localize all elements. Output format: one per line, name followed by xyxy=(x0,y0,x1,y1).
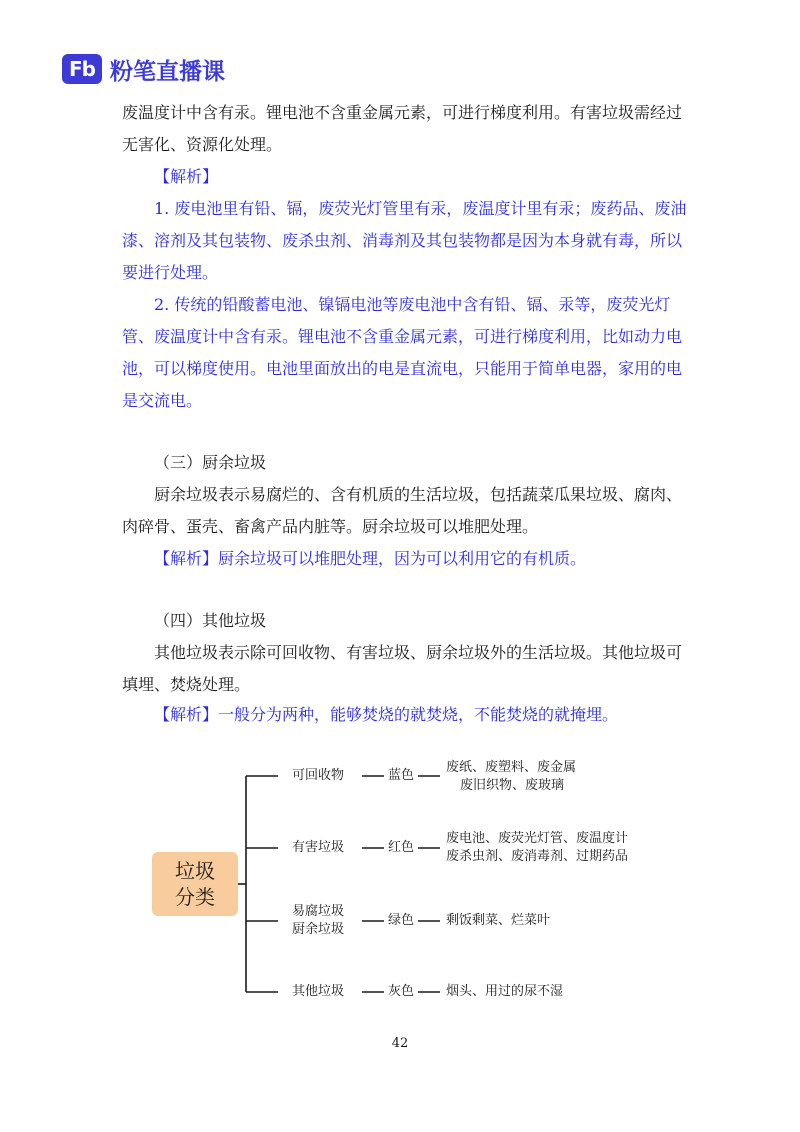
branch-items-recyclable-2: 废旧织物、废玻璃 xyxy=(460,778,565,793)
branch-color-hazardous: 红色 xyxy=(388,840,415,855)
fenbi-logo-icon: Fb xyxy=(62,54,102,84)
branch-name-hazardous: 有害垃圾 xyxy=(292,840,345,855)
branch-items-hazardous-2: 废杀虫剂、废消毒剂、过期药品 xyxy=(446,849,629,864)
analysis-text: 厨余垃圾可以堆肥处理，因为可以利用它的有机质。 xyxy=(218,549,587,568)
branch-items-perishable: 剩饭剩菜、烂菜叶 xyxy=(446,913,551,928)
analysis-kitchen-waste xyxy=(122,543,692,575)
branch-name-perishable-2: 厨余垃圾 xyxy=(292,922,345,937)
branch-name-perishable-1: 易腐垃圾 xyxy=(292,904,345,919)
diagram-root-box xyxy=(152,852,238,916)
section-heading-other-waste: （四）其他垃圾 xyxy=(154,611,267,630)
branch-items-recyclable-1: 废纸、废塑料、废金属 xyxy=(446,760,577,775)
root-label-line2: 分类 xyxy=(175,885,215,909)
paragraph-other-waste: 其他垃圾表示除可回收物、有害垃圾、厨余垃圾外的生活垃圾。其他垃圾可填埋、焚烧处理。 xyxy=(122,643,683,694)
analysis-label: 【解析】 xyxy=(154,167,219,186)
analysis-text: 一般分为两种，能够焚烧的就焚烧，不能焚烧的就掩埋。 xyxy=(218,705,619,724)
root-label-line1: 垃圾 xyxy=(175,859,215,883)
branch-color-other: 灰色 xyxy=(388,984,415,999)
section-heading-kitchen-waste: （三）厨余垃圾 xyxy=(154,453,267,472)
branch-name-other: 其他垃圾 xyxy=(292,984,345,999)
analysis-label: 【解析】 xyxy=(154,705,219,724)
branch-color-perishable: 绿色 xyxy=(388,913,415,928)
analysis-point-1: 1. 废电池里有铅、镉，废荧光灯管里有汞，废温度计里有汞；废药品、废油漆、溶剂及其包装物、废杀虫剂、消毒剂及其包装物都是因为本身就有毒，所以要进行处理。 xyxy=(122,199,687,282)
branch-items-hazardous-1: 废电池、废荧光灯管、废温度计 xyxy=(446,831,629,846)
page-number: 42 xyxy=(391,1036,409,1051)
branch-color-recyclable: 蓝色 xyxy=(388,768,415,783)
branch-name-recyclable: 可回收物 xyxy=(292,768,345,783)
analysis-label: 【解析】 xyxy=(154,549,219,568)
brand-name: 粉笔直播课 xyxy=(110,58,225,85)
brand-header xyxy=(62,52,225,86)
analysis-other-waste xyxy=(122,699,692,731)
paragraph-hazardous-summary: 废温度计中含有汞。锂电池不含重金属元素，可进行梯度利用。有害垃圾需经过无害化、资源化处理。 xyxy=(122,103,683,154)
analysis-point-2: 2. 传统的铅酸蓄电池、镍镉电池等废电池中含有铅、镉、汞等，废荧光灯管、废温度计中含有汞。锂电池不含重金属元素，可进行梯度利用，比如动力电池，可以梯度使用。电池里面放出的电是直流电，只能用于简单电器，家用的电是交流电。 xyxy=(122,295,683,410)
branch-items-other: 烟头、用过的尿不湿 xyxy=(446,984,564,999)
paragraph-kitchen-waste: 厨余垃圾表示易腐烂的、含有机质的生活垃圾，包括蔬菜瓜果垃圾、腐肉、肉碎骨、蛋壳、畜禽产品内脏等。厨余垃圾可以堆肥处理。 xyxy=(122,485,683,536)
